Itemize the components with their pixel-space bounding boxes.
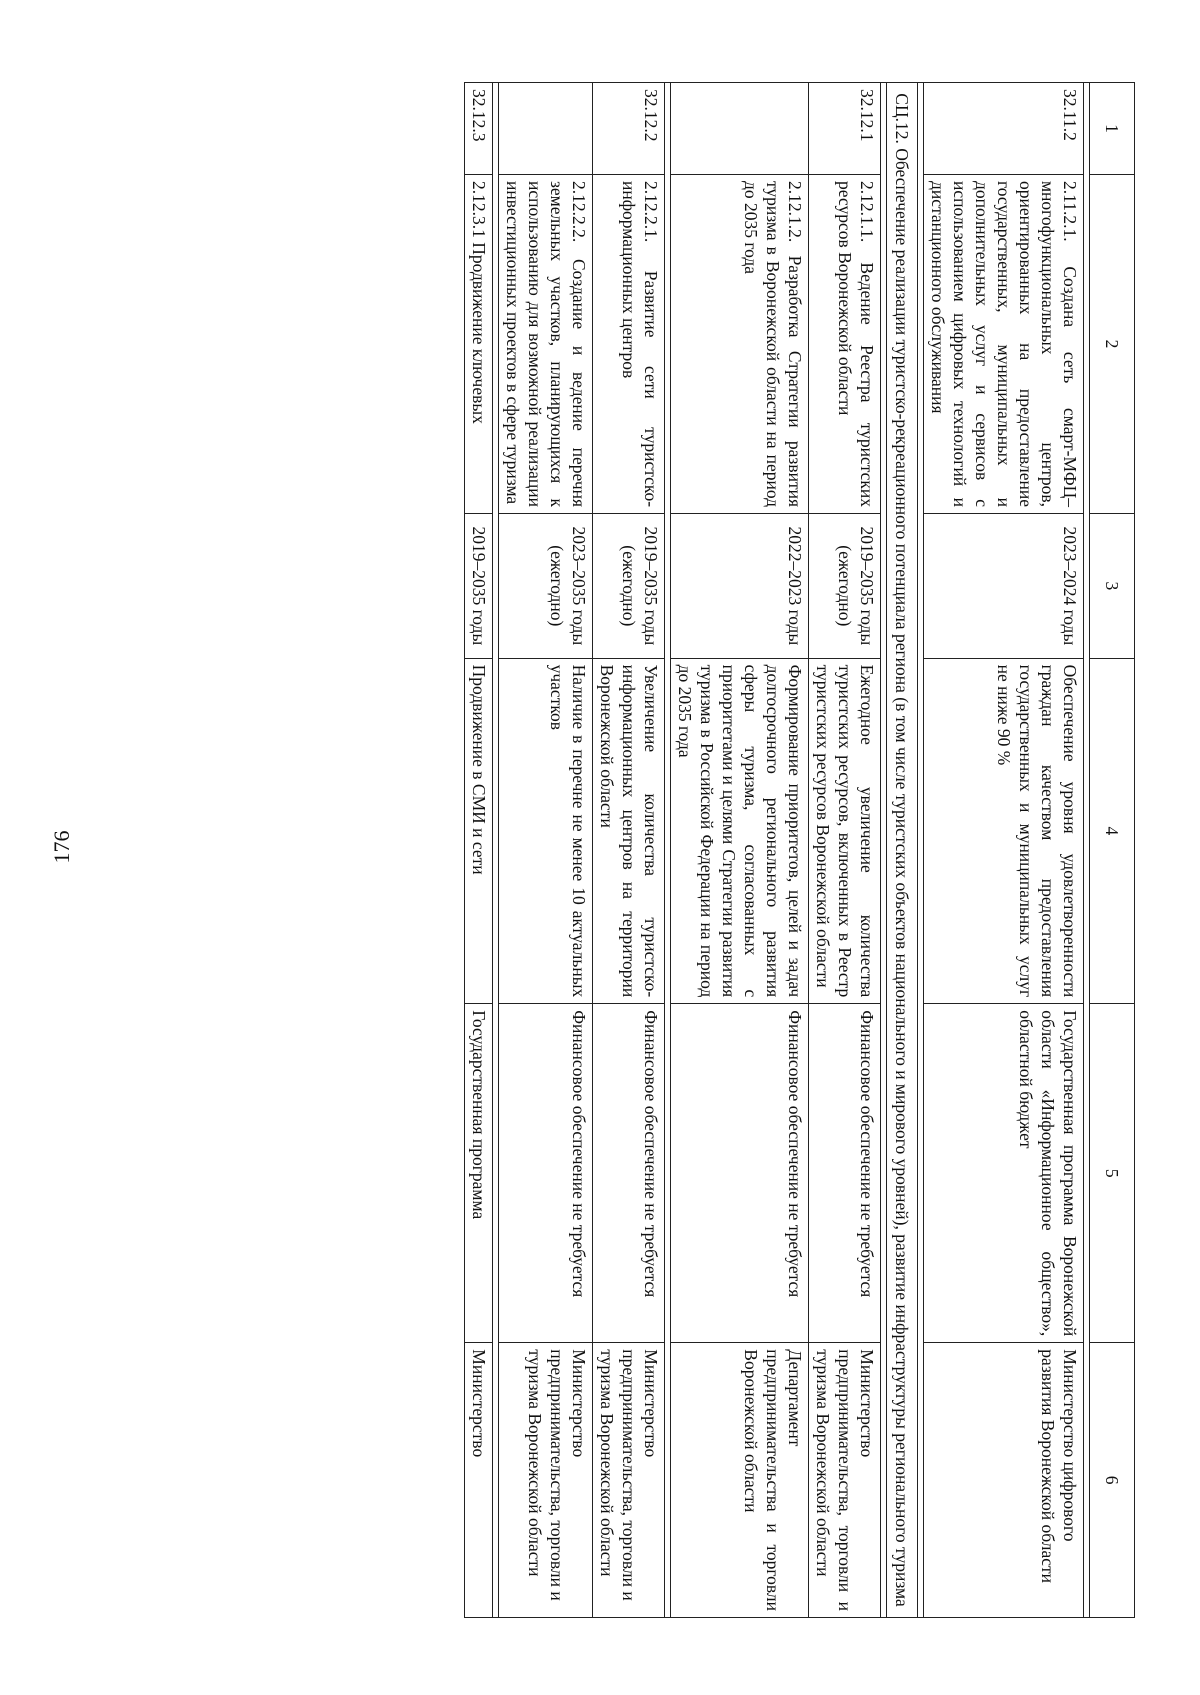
- row-period: 2022–2023 годы: [671, 514, 809, 659]
- row-funding: Финансовое обеспечение не требуется: [671, 1004, 809, 1343]
- row-period: 2019–2035 годы: [465, 514, 493, 659]
- row-period: 2023–2035 годы (ежегодно): [499, 514, 593, 659]
- row-event: 2.12.2.2. Создание и ведение перечня земельных участков, планирующихся к использованию для возможной реализации инвестиционных проектов в сфере туризма: [499, 174, 593, 513]
- row-event: 2.12.3.1 Продвижение ключевых: [465, 174, 493, 513]
- column-header: 3: [1090, 514, 1135, 659]
- table-spacer: [1084, 83, 1090, 1618]
- table-header-row: [1090, 83, 1135, 1618]
- table-spacer: [665, 83, 671, 1618]
- row-event: 2.12.2.1. Развитие сети туристско-информационных центров: [593, 174, 665, 513]
- row-responsible: Министерство предпринимательства, торговли и туризма Воронежской области: [809, 1343, 881, 1618]
- table-row: [465, 83, 493, 1618]
- section-heading: СЦ.12. Обеспечение реализации туристско-рекреационного потенциала региона (в том числе туристских объектов национального и мирового уровней), развитие инфраструктуры регионального туризма: [887, 83, 918, 1618]
- column-header: 2: [1090, 174, 1135, 513]
- row-code: 32.12.1: [809, 83, 881, 175]
- row-event: 2.12.1.1. Ведение Реестра туристских ресурсов Воронежской области: [809, 174, 881, 513]
- row-code: [499, 83, 593, 175]
- row-code: 32.12.2: [593, 83, 665, 175]
- row-code: 32.12.3: [465, 83, 493, 175]
- column-header: 4: [1090, 658, 1135, 1004]
- column-header: 5: [1090, 1004, 1135, 1343]
- row-responsible: Министерство предпринимательства, торговли и туризма Воронежской области: [499, 1343, 593, 1618]
- table-row: [671, 83, 809, 1618]
- column-header: 1: [1090, 83, 1135, 175]
- table-row: [924, 83, 1084, 1618]
- section-heading-row: [887, 83, 918, 1618]
- row-result: Формирование приоритетов, целей и задач долгосрочного регионального развития сферы туризма, согласованных с приоритетами и целями Стратегии развития туризма в Российской Федерации на период до 2035 года: [671, 658, 809, 1004]
- table-spacer: [881, 83, 887, 1618]
- row-result: Продвижение в СМИ и сети: [465, 658, 493, 1004]
- row-period: 2019–2035 годы (ежегодно): [809, 514, 881, 659]
- row-responsible: Министерство предпринимательства, торговли и туризма Воронежской области: [593, 1343, 665, 1618]
- table-spacer: [918, 83, 924, 1618]
- row-event: 2.11.2.1. Создана сеть смарт-МФЦ–многофункциональных центров, ориентированных на предоставление государственных, муниципальных и дополнительных услуг и сервисов с использованием цифровых технологий и дистанционного обслуживания: [924, 174, 1084, 513]
- row-funding: Финансовое обеспечение не требуется: [809, 1004, 881, 1343]
- row-responsible: Министерство цифрового развития Воронежской области: [924, 1343, 1084, 1618]
- row-result: Увеличение количества туристско-информационных центров на территории Воронежской области: [593, 658, 665, 1004]
- row-funding: Финансовое обеспечение не требуется: [593, 1004, 665, 1343]
- row-responsible: Департамент предпринимательства и торговли Воронежской области: [671, 1343, 809, 1618]
- row-funding: Финансовое обеспечение не требуется: [499, 1004, 593, 1343]
- plan-table: [464, 82, 1135, 1618]
- table-row: [499, 83, 593, 1618]
- row-period: 2023–2024 годы: [924, 514, 1084, 659]
- column-header: 6: [1090, 1343, 1135, 1618]
- row-code: 32.11.2: [924, 83, 1084, 175]
- table-spacer: [493, 83, 499, 1618]
- row-result: Обеспечение уровня удовлетворенности граждан качеством предоставления государственных и муниципальных услуг не ниже 90 %: [924, 658, 1084, 1004]
- page-number: 176: [49, 830, 74, 864]
- row-period: 2019–2035 годы (ежегодно): [593, 514, 665, 659]
- row-result: Ежегодное увеличение количества туристских ресурсов, включенных в Реестр туристских ресурсов Воронежской области: [809, 658, 881, 1004]
- row-responsible: Министерство: [465, 1343, 493, 1618]
- table-row: [593, 83, 665, 1618]
- row-funding: Государственная программа: [465, 1004, 493, 1343]
- table-row: [809, 83, 881, 1618]
- row-code: [671, 83, 809, 175]
- row-result: Наличие в перечне не менее 10 актуальных участков: [499, 658, 593, 1004]
- row-event: 2.12.1.2. Разработка Стратегии развития туризма в Воронежской области на период до 2035 года: [671, 174, 809, 513]
- row-funding: Государственная программа Воронежской области «Информационное общество», областной бюджет: [924, 1004, 1084, 1343]
